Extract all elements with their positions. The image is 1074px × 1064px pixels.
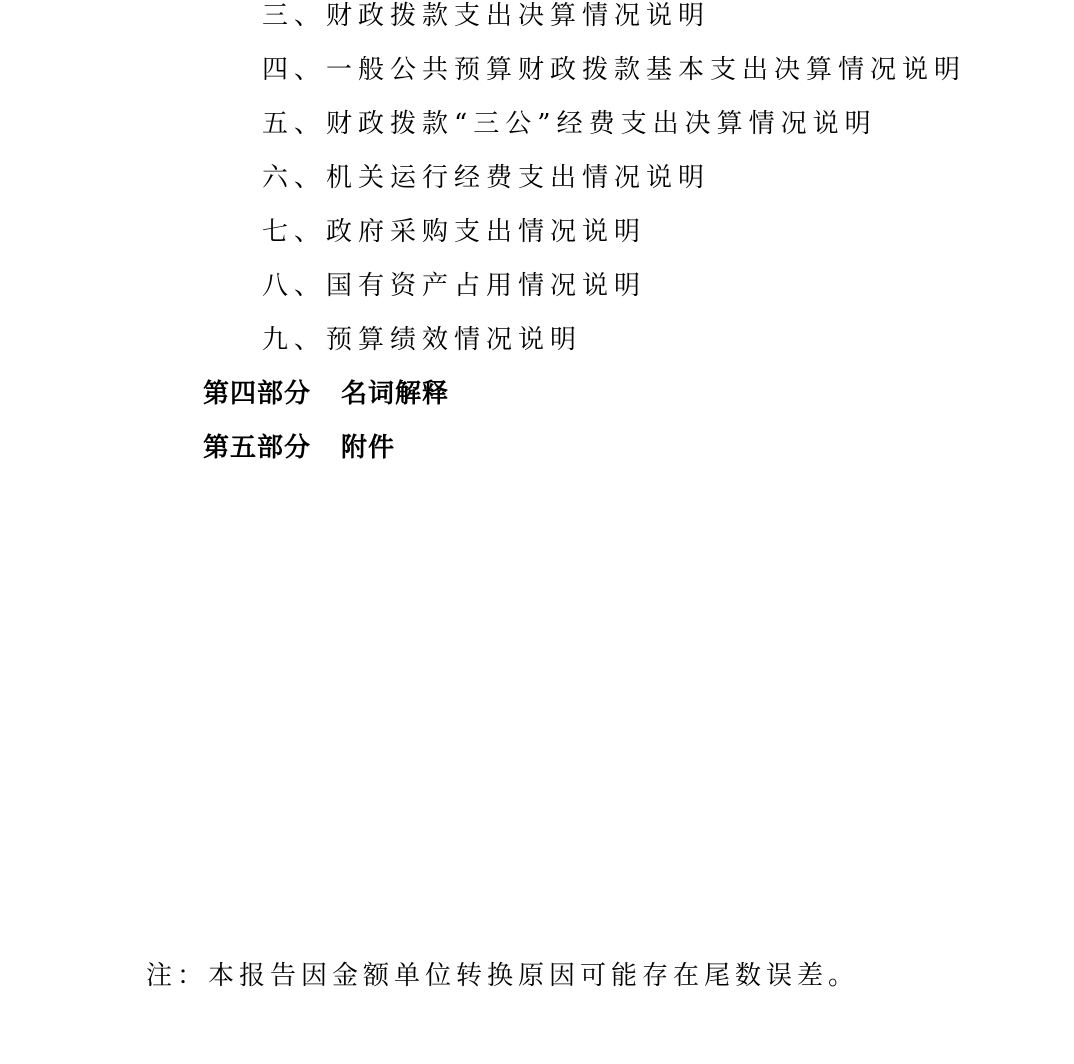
toc-item-4: 四、一般公共预算财政拨款基本支出决算情况说明 bbox=[262, 55, 967, 85]
toc-part-4 bbox=[203, 381, 449, 407]
toc-part-5-label: 第五部分 bbox=[203, 433, 312, 463]
toc-item-5: 五、财政拨款“三公”经费支出决算情况说明 bbox=[262, 109, 877, 139]
footnote: 注：本报告因金额单位转换原因可能存在尾数误差。 bbox=[146, 961, 860, 991]
toc-item-8: 八、国有资产占用情况说明 bbox=[262, 271, 647, 301]
toc-item-3: 三、财政拨款支出决算情况说明 bbox=[262, 1, 711, 31]
toc-part-4-label: 第四部分 bbox=[203, 379, 312, 409]
toc-item-7: 七、政府采购支出情况说明 bbox=[262, 217, 647, 247]
toc-part-5-title: 附件 bbox=[341, 433, 396, 463]
toc-part-5 bbox=[203, 435, 395, 461]
toc-item-9: 九、预算绩效情况说明 bbox=[262, 325, 583, 355]
toc-item-6: 六、机关运行经费支出情况说明 bbox=[262, 163, 711, 193]
toc-part-4-title: 名词解释 bbox=[341, 379, 450, 409]
